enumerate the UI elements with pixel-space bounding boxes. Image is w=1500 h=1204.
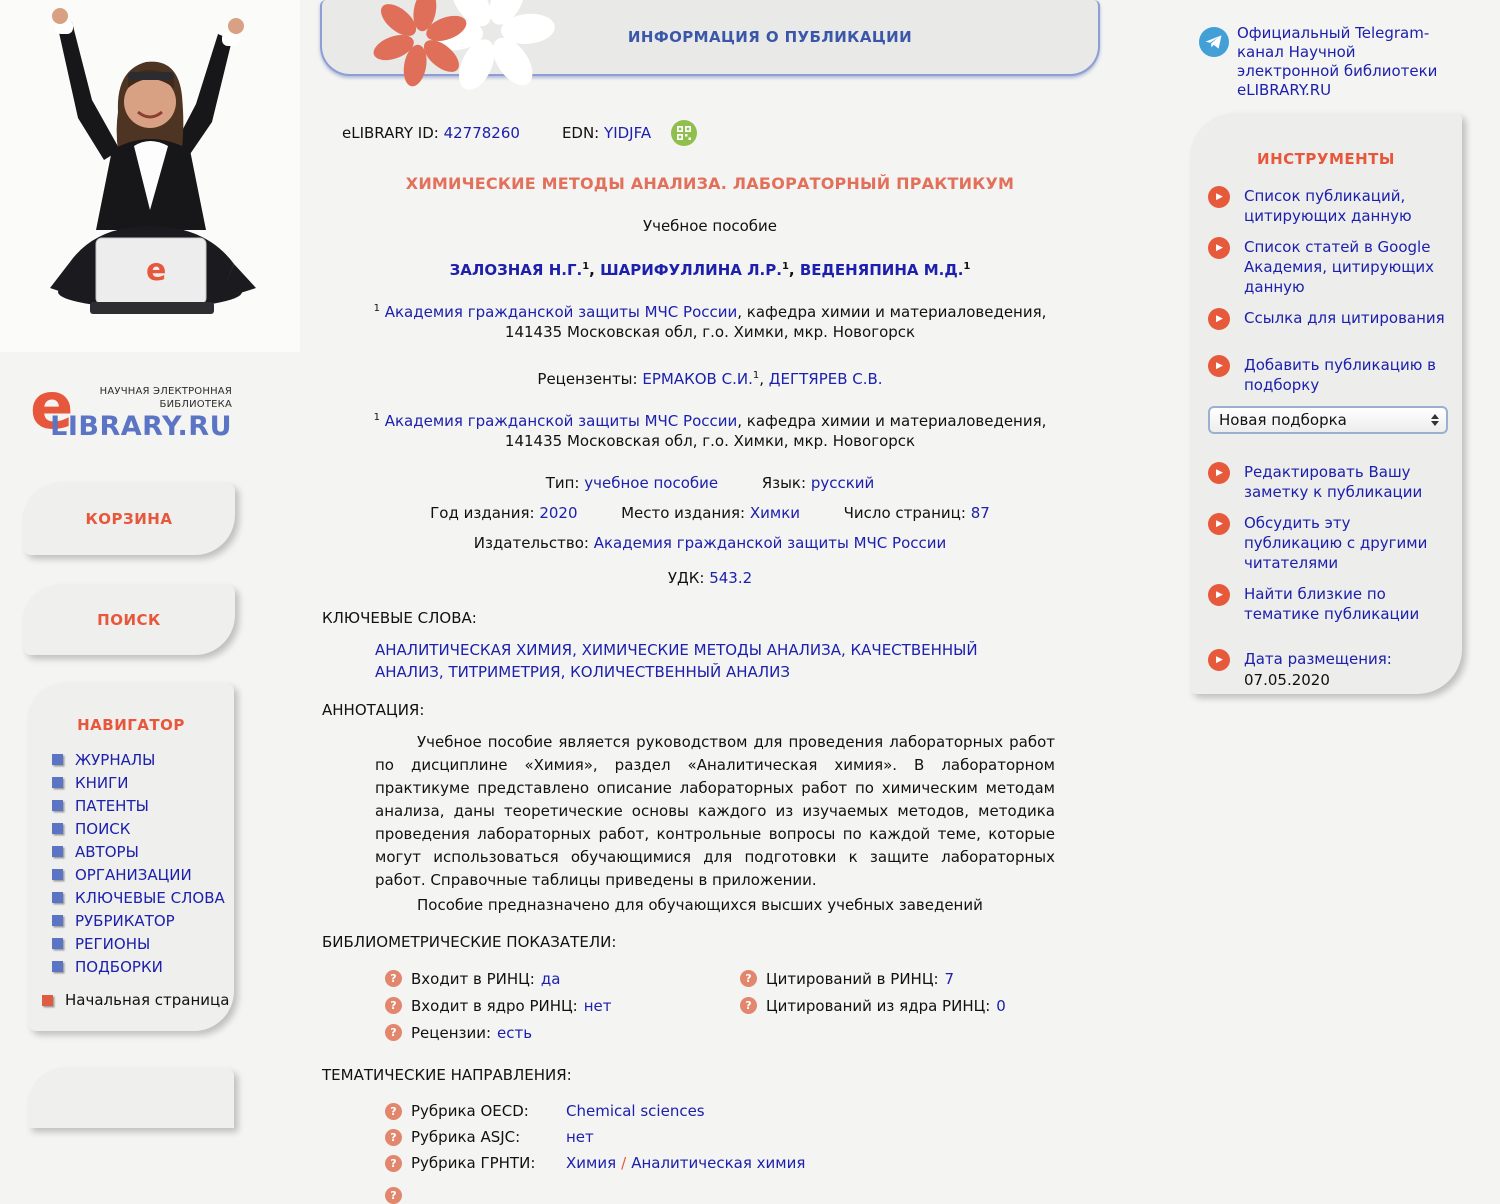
bullet-icon — [52, 754, 63, 765]
date-posted-row — [1208, 649, 1448, 689]
arrow-icon: ▶ — [1208, 513, 1230, 535]
svg-text:e: e — [146, 253, 167, 288]
author-sup: 1 — [963, 261, 971, 272]
navigator-link[interactable]: ПАТЕНТЫ — [75, 796, 149, 815]
sidebar-item-журналы — [52, 748, 234, 771]
topic-label: Рубрика OECD: — [411, 1102, 529, 1120]
publisher-row: Издательство: Академия гражданской защиты МЧС России — [473, 534, 947, 552]
sidebar-item-организации — [52, 863, 234, 886]
date-posted-value: 07.05.2020 — [1244, 671, 1330, 689]
tool-link[interactable]: Найти близкие по тематике публикации — [1244, 585, 1420, 623]
author-link[interactable]: ШАРИФУЛЛИНА Л.Р. — [600, 261, 782, 279]
navigator-link[interactable]: ОРГАНИЗАЦИИ — [75, 865, 192, 884]
tool-row — [1208, 355, 1448, 395]
topics-label: ТЕМАТИЧЕСКИЕ НАПРАВЛЕНИЯ: — [322, 1066, 572, 1084]
navigator-link[interactable]: РУБРИКАТОР — [75, 911, 175, 930]
bibliometric-label: Входит в РИНЦ: — [411, 969, 535, 988]
arrow-icon: ▶ — [1208, 186, 1230, 208]
home-bullet-icon — [42, 995, 53, 1006]
pages-value[interactable]: 87 — [970, 504, 990, 522]
telegram-icon[interactable] — [1199, 27, 1229, 57]
topic-row-partial — [385, 1184, 1100, 1204]
edn-value[interactable]: YIDJFA — [604, 124, 652, 142]
arrow-icon: ▶ — [1208, 584, 1230, 606]
navigator-list — [28, 748, 234, 978]
bullet-icon — [52, 777, 63, 788]
tool-link[interactable]: Список статей в Google Академия, цитирующих данную — [1244, 238, 1434, 296]
qr-code-icon[interactable] — [671, 120, 697, 146]
type-lang-row: Тип: учебное пособие Язык: русский — [545, 474, 875, 492]
topic-value[interactable]: нет — [566, 1128, 594, 1146]
topic-value[interactable]: Chemical sciences — [566, 1102, 705, 1120]
affiliation-org-link[interactable]: Академия гражданской защиты МЧС России — [384, 412, 738, 430]
elibrary-id-value[interactable]: 42778260 — [443, 124, 520, 142]
topic-separator: / — [621, 1154, 627, 1172]
keyword-link[interactable]: ХИМИЧЕСКИЕ МЕТОДЫ АНАЛИЗА — [581, 641, 841, 659]
edn-label: EDN: — [561, 124, 600, 142]
publication-ids — [342, 120, 1100, 146]
bibliometric-row — [740, 992, 1006, 1019]
help-icon[interactable]: ? — [740, 997, 757, 1014]
navigator-link[interactable]: РЕГИОНЫ — [75, 934, 151, 953]
help-icon[interactable]: ? — [385, 1155, 402, 1172]
tool-link[interactable]: Редактировать Вашу заметку к публикации — [1244, 463, 1423, 501]
keyword-link[interactable]: АНАЛИТИЧЕСКАЯ ХИМИЯ — [375, 641, 573, 659]
navigator-link[interactable]: ПОИСК — [75, 819, 131, 838]
elibrary-logo-caption: НАУЧНАЯ ЭЛЕКТРОННАЯ БИБЛИОТЕКА — [99, 386, 232, 410]
tool-row — [1208, 584, 1448, 624]
navigator-link[interactable]: ПОДБОРКИ — [75, 957, 163, 976]
year-value[interactable]: 2020 — [539, 504, 578, 522]
topic-value[interactable]: Аналитическая химия — [631, 1154, 806, 1172]
topic-label: Рубрика ГРНТИ: — [411, 1154, 536, 1172]
arrow-icon: ▶ — [1208, 308, 1230, 330]
sidebar-item-рубрикатор — [52, 909, 234, 932]
tool-link[interactable]: Обсудить эту публикацию с другими читателями — [1244, 514, 1428, 572]
elibrary-logo-brand: LIBRARY.RU — [50, 411, 232, 442]
sidebar-item-патенты — [52, 794, 234, 817]
navigator-title: НАВИГАТОР — [77, 716, 185, 734]
lang-value[interactable]: русский — [810, 474, 875, 492]
bibliometric-label: Цитирований в РИНЦ: — [766, 969, 939, 988]
bullet-icon — [52, 915, 63, 926]
type-value[interactable]: учебное пособие — [584, 474, 719, 492]
reviewers-line: Рецензенты: ЕРМАКОВ С.И.$^1$, ДЕГТЯРЕВ С.В. — [537, 370, 883, 388]
tools-panel — [1190, 113, 1462, 694]
select-arrows-icon — [1431, 414, 1439, 426]
reviewer-sup: 1 — [752, 370, 760, 381]
sidebar-item-регионы — [52, 932, 234, 955]
keyword-link[interactable]: КАЧЕСТВЕННЫЙ АНАЛИЗ — [375, 641, 978, 681]
search-panel[interactable] — [23, 585, 235, 655]
main-content — [320, 0, 1100, 1204]
page-title: ИНФОРМАЦИЯ О ПУБЛИКАЦИИ — [627, 28, 913, 46]
bibliometric-label: Входит в ядро РИНЦ: — [411, 996, 578, 1015]
home-label[interactable]: Начальная страница — [65, 991, 230, 1009]
author-sup: 1 — [781, 261, 789, 272]
bullet-icon — [52, 823, 63, 834]
publisher-value[interactable]: Академия гражданской защиты МЧС России — [593, 534, 947, 552]
bullet-icon — [52, 938, 63, 949]
elibrary-logo[interactable] — [30, 370, 232, 445]
help-icon[interactable]: ? — [385, 1103, 402, 1120]
tool-link[interactable]: Список публикаций, цитирующих данную — [1244, 187, 1412, 225]
bibliometric-value[interactable]: есть — [497, 1023, 533, 1042]
basket-panel[interactable] — [23, 483, 235, 555]
help-icon[interactable]: ? — [740, 970, 757, 987]
help-icon[interactable]: ? — [385, 1129, 402, 1146]
search-label[interactable]: ПОИСК — [97, 611, 161, 629]
navigator-link[interactable]: АВТОРЫ — [75, 842, 139, 861]
bibliometric-value[interactable]: нет — [583, 996, 612, 1015]
topic-row — [385, 1150, 1100, 1176]
tool-row — [1208, 462, 1448, 502]
bullet-icon — [52, 961, 63, 972]
affiliation: $^1$ Академия гражданской защиты МЧС России, кафедра химии и материаловедения, 141435 Московская обл, г.о. Химки, мкр. Новогорск — [373, 303, 1047, 341]
author-link[interactable]: ВЕДЕНЯПИНА М.Д. — [799, 261, 964, 279]
reviewer-link[interactable]: ЕРМАКОВ С.И. — [642, 370, 753, 388]
tool-row — [1208, 308, 1448, 330]
udk-value[interactable]: 543.2 — [709, 569, 753, 587]
arrow-icon: ▶ — [1208, 355, 1230, 377]
topics-rows — [385, 1098, 1100, 1176]
navigator-link[interactable]: КНИГИ — [75, 773, 129, 792]
collection-select[interactable] — [1208, 406, 1448, 434]
help-icon[interactable]: ? — [385, 970, 402, 987]
help-icon[interactable]: ? — [385, 997, 402, 1014]
place-value[interactable]: Химки — [749, 504, 801, 522]
telegram-link[interactable]: Официальный Telegram-канал Научной электронной библиотеки eLIBRARY.RU — [1237, 24, 1438, 99]
bibliometric-value[interactable]: да — [540, 969, 561, 988]
topic-row — [385, 1124, 1100, 1150]
navigator-link[interactable]: КЛЮЧЕВЫЕ СЛОВА — [75, 888, 225, 907]
topic-label: Рубрика ASJC: — [411, 1128, 521, 1146]
sidebar-item-ключевые слова — [52, 886, 234, 909]
arrow-icon: ▶ — [1208, 462, 1230, 484]
bullet-icon — [52, 846, 63, 857]
affiliation-org-link[interactable]: Академия гражданской защиты МЧС России — [384, 303, 738, 321]
flower-logo-icon — [362, 0, 582, 80]
publication-title: ХИМИЧЕСКИЕ МЕТОДЫ АНАЛИЗА. ЛАБОРАТОРНЫЙ ПРАКТИКУМ — [405, 174, 1015, 193]
bibliometric-label: Рецензии: — [411, 1023, 492, 1042]
reviewers-label: Рецензенты: — [537, 370, 638, 388]
annotation-paragraph: Учебное пособие является руководством для проведения лабораторных работ по дисциплине «Химия», раздел «Аналитическая химия». В лабораторном практикуме представлено описание лабораторных работ по химическим методам анализа, даны теоретические основы каждого из изучаемых методов, методика проведения лабораторных работ, контрольные вопросы по каждой теме, которые могут использоваться обучающимися для подготовки к защите лабораторных работ. Справочные таблицы приведены в приложении. — [375, 733, 1055, 889]
reviewer-affiliation: $^1$ Академия гражданской защиты МЧС России, кафедра химии и материаловедения, 141435 Московская обл, г.о. Химки, мкр. Новогорск — [373, 412, 1047, 450]
bullet-icon — [52, 892, 63, 903]
right-sidebar — [1188, 0, 1500, 1094]
bottom-panel-partial — [28, 1068, 234, 1128]
date-posted-label[interactable]: Дата размещения: — [1244, 650, 1392, 668]
tools-title: ИНСТРУМЕНТЫ — [1257, 150, 1395, 168]
topic-row — [385, 1098, 1100, 1124]
navigator-link[interactable]: ЖУРНАЛЫ — [75, 750, 156, 769]
bibliometric-row — [385, 992, 740, 1019]
annotation-paragraph-2: Пособие предназначено для обучающихся высших учебных заведений — [417, 896, 983, 914]
annotation-label: АННОТАЦИЯ: — [322, 701, 425, 719]
author-link[interactable]: ЗАЛОЗНАЯ Н.Г. — [449, 261, 583, 279]
tool-row — [1208, 186, 1448, 226]
bullet-icon — [52, 800, 63, 811]
keywords-list: АНАЛИТИЧЕСКАЯ ХИМИЯ, ХИМИЧЕСКИЕ МЕТОДЫ АНАЛИЗА, КАЧЕСТВЕННЫЙ АНАЛИЗ, ТИТРИМЕТРИЯ, КОЛИЧЕСТВЕННЫЙ АНАЛИЗ — [375, 641, 978, 681]
author-sup: 1 — [582, 261, 590, 272]
bibliometric-label: Цитирований из ядра РИНЦ: — [766, 996, 991, 1015]
bibliometric-row — [385, 1019, 740, 1046]
collection-select-value: Новая подборка — [1219, 411, 1347, 429]
publication-subtitle: Учебное пособие — [642, 217, 778, 235]
keywords-label: КЛЮЧЕВЫЕ СЛОВА: — [322, 609, 477, 627]
help-icon[interactable]: ? — [385, 1024, 402, 1041]
help-icon[interactable]: ? — [385, 1187, 402, 1204]
elibrary-logo-e: e — [30, 370, 74, 444]
arrow-icon: ▶ — [1208, 237, 1230, 259]
tool-link[interactable]: Ссылка для цитирования — [1244, 309, 1445, 327]
navigator-panel — [28, 683, 234, 1031]
reviewer-link[interactable]: ДЕГТЯРЕВ С.В. — [768, 370, 883, 388]
elibrary-id-label: eLIBRARY ID: — [342, 124, 439, 142]
bibliometric-value[interactable]: 7 — [944, 969, 955, 988]
sidebar-item-подборки — [52, 955, 234, 978]
topic-value[interactable]: Химия — [566, 1154, 617, 1172]
page-banner — [320, 0, 1100, 76]
bibliometric-value[interactable]: 0 — [996, 996, 1006, 1015]
sidebar-item-книги — [52, 771, 234, 794]
celebrating-woman-photo — [0, 0, 312, 358]
bullet-icon — [52, 869, 63, 880]
udk-row: УДК: 543.2 — [667, 569, 753, 587]
bibliometrics-grid — [385, 965, 1100, 1046]
bibliometric-row — [385, 965, 740, 992]
bibliometrics-label: БИБЛИОМЕТРИЧЕСКИЕ ПОКАЗАТЕЛИ: — [322, 933, 617, 951]
authors-line: ЗАЛОЗНАЯ Н.Г.$^1$, ШАРИФУЛЛИНА Л.Р.$^1$, ВЕДЕНЯПИНА М.Д.$^1$ — [449, 261, 971, 279]
keyword-link[interactable]: КОЛИЧЕСТВЕННЫЙ АНАЛИЗ — [570, 663, 790, 681]
arrow-icon: ▶ — [1208, 649, 1230, 671]
sidebar-item-поиск — [52, 817, 234, 840]
tool-link[interactable]: Добавить публикацию в подборку — [1244, 356, 1436, 394]
keyword-link[interactable]: ТИТРИМЕТРИЯ — [448, 663, 561, 681]
sidebar-item-авторы — [52, 840, 234, 863]
telegram-banner[interactable] — [1199, 24, 1455, 100]
tool-row — [1208, 513, 1448, 573]
year-place-pages-row: Год издания: 2020 Место издания: Химки Число страниц: 87 — [430, 504, 990, 522]
bibliometric-row — [740, 965, 1006, 992]
home-page-link[interactable] — [42, 991, 234, 1009]
left-sidebar — [0, 0, 312, 1094]
tool-row — [1208, 237, 1448, 297]
basket-label[interactable]: КОРЗИНА — [85, 510, 173, 528]
